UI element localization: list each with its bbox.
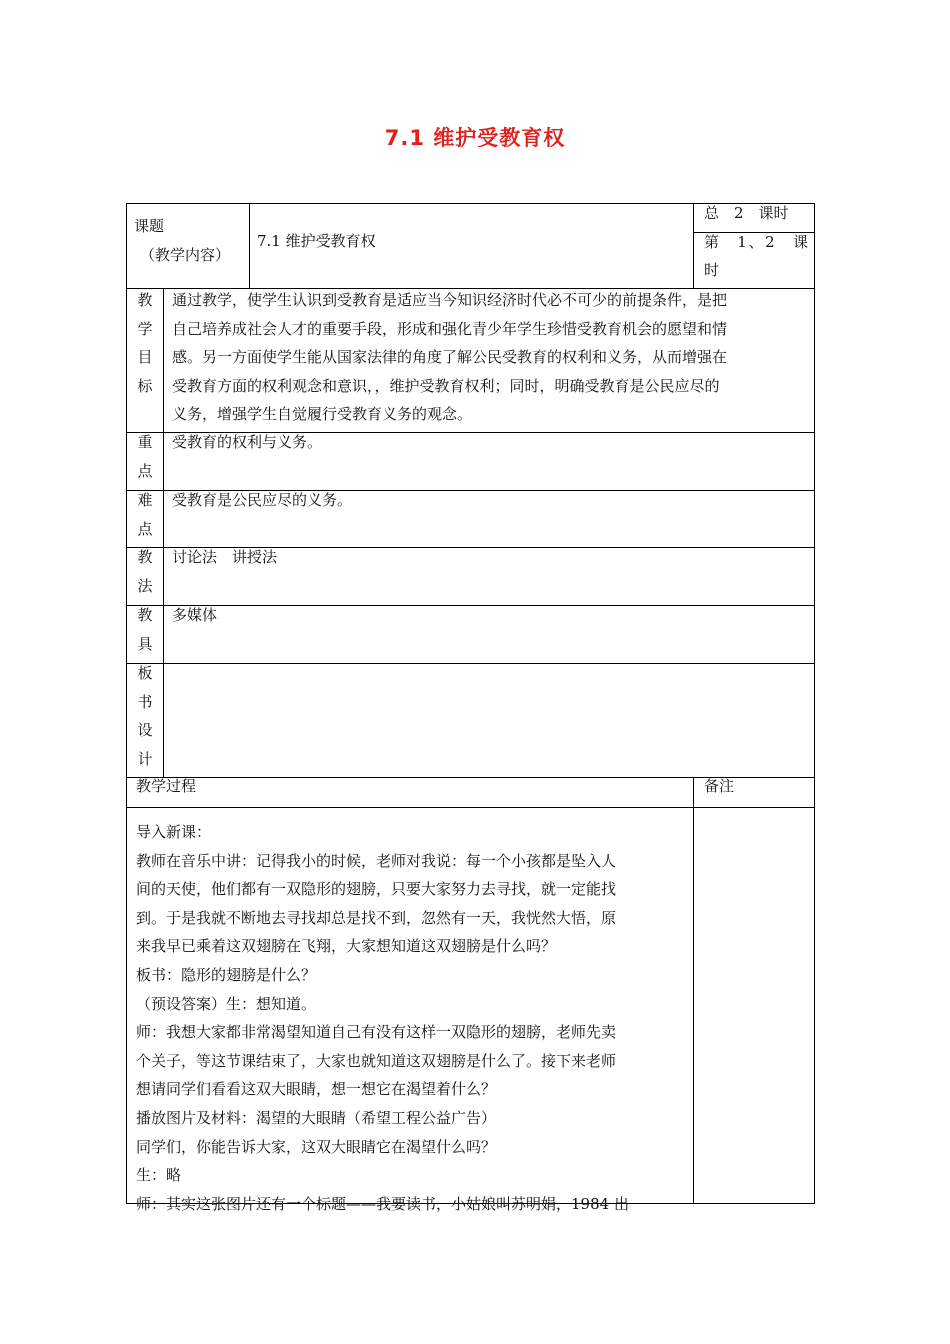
process-line: 来我早已乘着这双翅膀在飞翔，大家想知道这双翅膀是什么吗？: [136, 937, 557, 956]
process-line: 生：略: [136, 1166, 182, 1185]
difficulties-label: 难 点: [137, 491, 153, 538]
process-line: 想请同学们看看这双大眼睛，想一想它在渴望着什么？: [136, 1080, 497, 1099]
process-line: 教师在音乐中讲：记得我小的时候，老师对我说：每一个小孩都是坠入人: [136, 851, 617, 870]
key-points-text: 受教育的权利与义务。: [172, 433, 323, 451]
topic-label-cell: [134, 212, 244, 269]
tools-text: 多媒体: [172, 606, 218, 624]
process-line: 个关子，等这节课结束了，大家也就知道这双翅膀是什么了。接下来老师: [136, 1051, 617, 1070]
process-header: 教学过程: [136, 777, 197, 795]
session-hours: 第 1、2 课时: [704, 233, 808, 279]
topic-value: 7.1 维护受教育权: [257, 232, 376, 250]
topic-sub-label: （教学内容）: [140, 245, 231, 264]
process-line: 师：其实这张图片还有一个标题——我要读书，小姑娘叫苏明娟，1984 出: [136, 1194, 629, 1213]
process-line: 播放图片及材料：渴望的大眼睛（希望工程公益广告）: [136, 1108, 497, 1127]
tools-label: 教 具: [137, 606, 153, 653]
board-label: 板 书 设 计: [137, 664, 153, 768]
notes-header: 备注: [704, 777, 735, 795]
process-line: 同学们，你能告诉大家，这双大眼睛它在渴望什么吗？: [136, 1137, 497, 1156]
process-line: 师：我想大家都非常渴望知道自己有没有这样一双隐形的翅膀，老师先卖: [136, 1023, 617, 1042]
page-title: 7.1 维护受教育权: [384, 126, 566, 150]
process-line: 板书：隐形的翅膀是什么？: [136, 965, 317, 984]
process-line: 导入新课：: [136, 823, 212, 841]
total-hours: 总 2 课时: [704, 204, 789, 222]
process-line: 到。于是我就不断地去寻找却总是找不到，忽然有一天，我恍然大悟，原: [136, 908, 617, 927]
goals-label: 教 学 目 标: [137, 291, 153, 395]
topic-label: 课题: [134, 217, 165, 235]
methods-label: 教 法: [137, 548, 153, 595]
methods-text: 讨论法 讲授法: [172, 548, 278, 566]
key-points-label: 重 点: [137, 433, 153, 480]
difficulties-text: 受教育是公民应尽的义务。: [172, 491, 353, 509]
process-body: [136, 818, 692, 1218]
goals-text: 通过教学，使学生认识到受教育是适应当今知识经济时代必不可少的前提条件，是把 自己培养成社会人才的重要手段，形成和强化青少年学生珍惜受教育机会的愿望和情 感。另一方面使学生能从国家法律的角度了解公民受教育的权利和义务，从而增强在 受教育方面的权利观念和意识，，维护受教育权利；同时，明确受教育是公民应尽的 义务，增强学生自觉履行受教育义务的观念。: [172, 291, 728, 424]
process-line: 间的天使，他们都有一双隐形的翅膀，只要大家努力去寻找，就一定能找: [136, 880, 617, 899]
process-line: （预设答案）生：想知道。: [136, 994, 317, 1013]
